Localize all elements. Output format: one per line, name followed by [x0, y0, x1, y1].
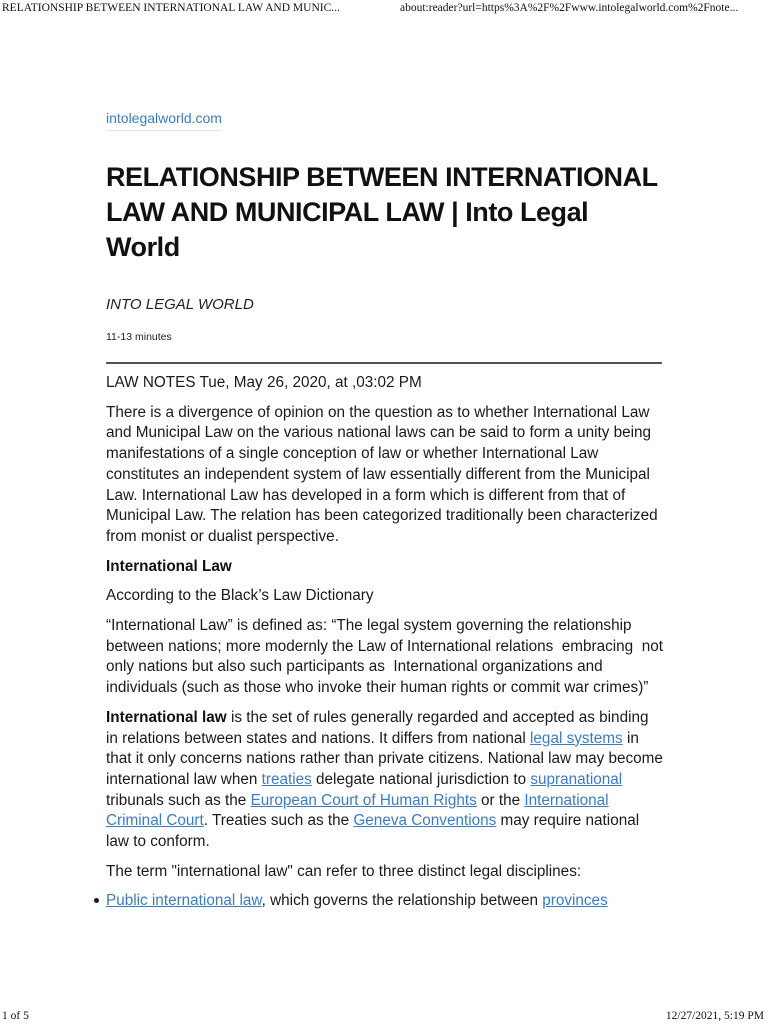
- print-doc-title: RELATIONSHIP BETWEEN INTERNATIONAL LAW AND MUNIC...: [2, 2, 340, 14]
- link-geneva-conventions[interactable]: Geneva Conventions: [353, 812, 497, 830]
- print-datetime: 12/27/2021, 5:19 PM: [665, 1010, 764, 1022]
- international-law-paragraph: International law is the set of rules generally regarded and accepted as binding in relations between states and nations. It differs from national legal systems in that it only concerns nations rather than private citizens. National law may become international law when treaties delegate national jurisdiction to supranational tribunals such as the European Court of Human Rights or the International Criminal Court. Treaties such as the Geneva Conventions may require national law to conform.: [106, 708, 663, 851]
- article-author: INTO LEGAL WORLD: [106, 296, 254, 313]
- disciplines-list: [106, 891, 664, 912]
- print-url: about:reader?url=https%3A%2F%2Fwww.intolegalworld.com%2Fnote...: [400, 2, 739, 14]
- meta-line: LAW NOTES Tue, May 26, 2020, at ,03:02 PM: [106, 374, 422, 391]
- disciplines-paragraph: The term "international law" can refer to three distinct legal disciplines:: [106, 862, 582, 880]
- reading-time: 11-13 minutes: [106, 331, 172, 343]
- header-divider: [106, 362, 662, 364]
- according-line: According to the Black’s Law Dictionary: [106, 587, 374, 605]
- link-supranational[interactable]: supranational: [530, 770, 623, 788]
- intro-paragraph: There is a divergence of opinion on the question as to whether International Law and Municipal Law on the various national laws can be said to form a unity being manifestations of a single conception of law or whether International Law constitutes an independent system of law essentially different from the Municipal Law. International Law has developed in a form which is different from that of Municipal Law. The relation has been categorized traditionally been characterized from monist or dualist perspective.: [106, 403, 658, 545]
- link-icc[interactable]: International Criminal Court: [106, 791, 609, 830]
- article-title: RELATIONSHIP BETWEEN INTERNATIONAL LAW AND MUNICIPAL LAW | Into Legal World: [106, 162, 658, 262]
- print-header: [0, 0, 768, 18]
- list-item: Public international law, which governs the relationship between provinces: [106, 891, 664, 912]
- print-footer: [0, 1008, 768, 1024]
- link-echr[interactable]: European Court of Human Rights: [250, 791, 477, 809]
- bold-term: International law: [106, 708, 227, 726]
- page-count: 1 of 5: [2, 1010, 29, 1022]
- link-legal-systems[interactable]: legal systems: [530, 729, 623, 747]
- bullet-icon: [94, 898, 99, 903]
- source-domain-link[interactable]: intolegalworld.com: [106, 110, 222, 131]
- link-treaties[interactable]: treaties: [261, 770, 312, 788]
- link-provinces[interactable]: provinces: [542, 892, 608, 910]
- section-heading: International Law: [106, 557, 232, 575]
- definition-paragraph: “International Law” is defined as: “The legal system governing the relationship between nations; more modernly the Law of International relations embracing not only nations but also such participants as International organizations and individuals (such as those who invoke their human rights or commit war crimes)”: [106, 617, 663, 697]
- link-public-international-law[interactable]: Public international law: [106, 892, 262, 910]
- article-body: [106, 373, 664, 912]
